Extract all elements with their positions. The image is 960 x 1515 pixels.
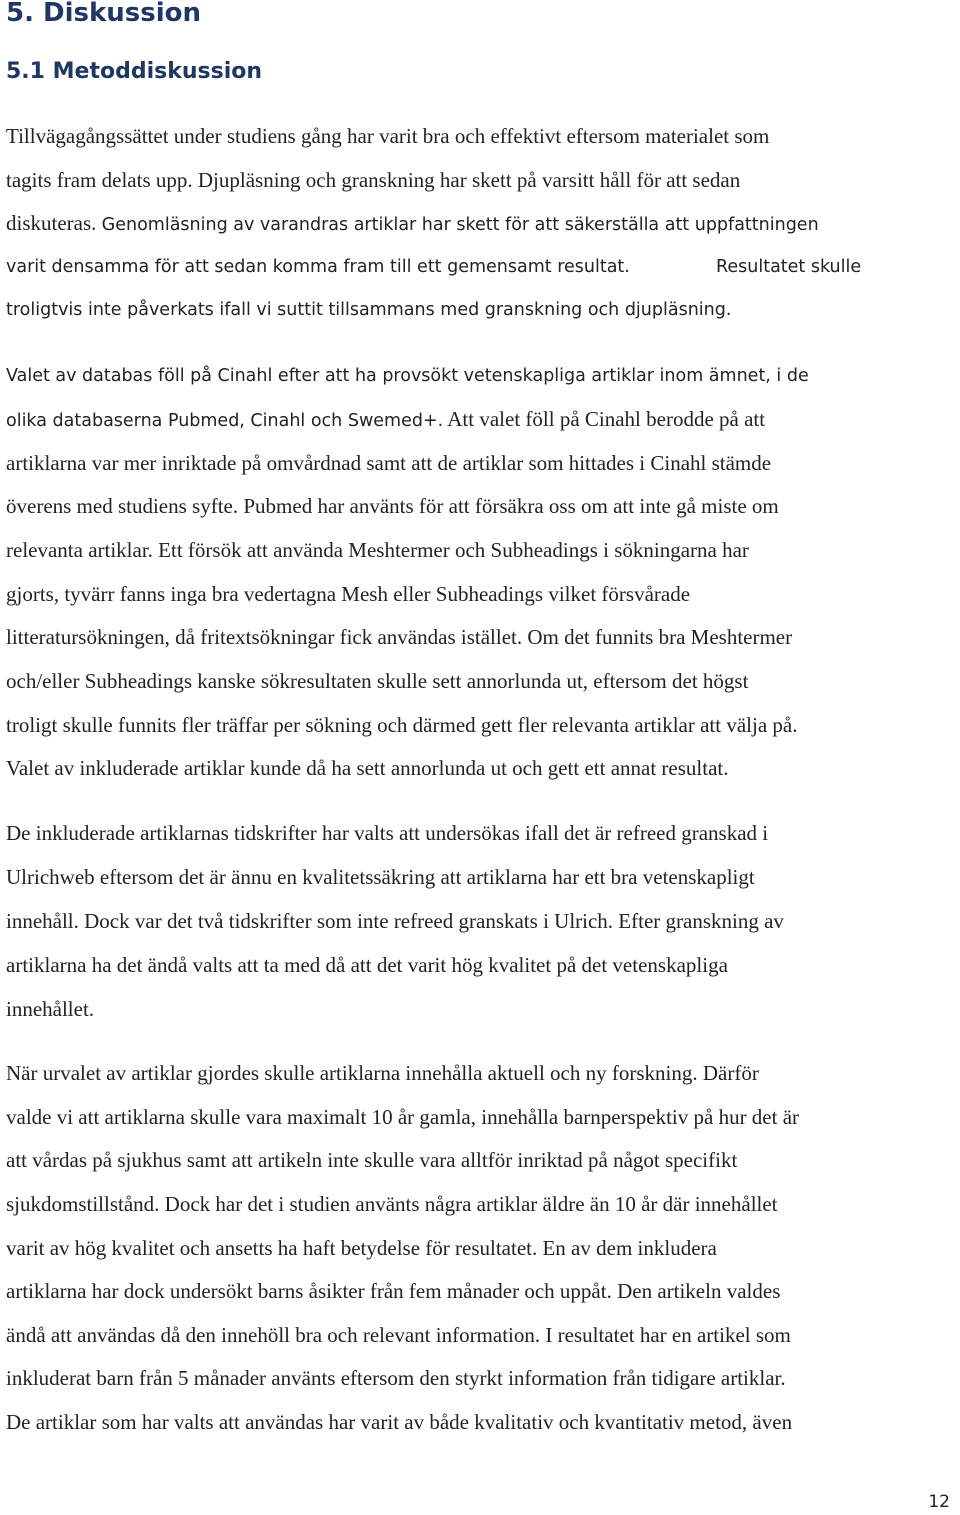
text-line: tagits fram delats upp. Djupläsning och granskning har skett på varsitt håll för att sedan <box>6 168 741 192</box>
text-line: artiklarna var mer inriktade på omvårdnad samt att de artiklar som hittades i Cinahl stämde <box>6 451 772 475</box>
text-line: När urvalet av artiklar gjordes skulle artiklarna innehålla aktuell och ny forskning. Därför <box>6 1061 759 1085</box>
chapter-heading: 5. Diskussion <box>6 0 202 28</box>
page-number: 12 <box>928 1492 950 1512</box>
text-line: Resultatet skulle <box>716 257 862 277</box>
text-line: innehåll. Dock var det två tidskrifter som inte refreed granskats i Ulrich. Efter granskning av <box>6 909 784 933</box>
text-line: diskuteras. Genomläsning av varandras artiklar har skett för att säkerställa att uppfattningen <box>6 211 819 235</box>
text-line: sjukdomstillstånd. Dock har det i studien använts några artiklar äldre än 10 år där innehållet <box>6 1192 778 1216</box>
text-line: gjorts, tyvärr fanns inga bra vedertagna Mesh eller Subheadings vilket försvårade <box>6 582 691 606</box>
section-heading: 5.1 Metoddiskussion <box>6 59 263 84</box>
text-line: litteratursökningen, då fritextsökningar fick användas istället. Om det funnits bra Meshtermer <box>6 625 793 649</box>
text-line: varit densamma för att sedan komma fram till ett gemensamt resultat. <box>6 257 630 277</box>
text-line: valde vi att artiklarna skulle vara maximalt 10 år gamla, innehålla barnperspektiv på hur det är <box>6 1105 800 1129</box>
text-line: att vårdas på sjukhus samt att artikeln inte skulle vara alltför inriktad på något specifikt <box>6 1148 738 1172</box>
text-line: relevanta artiklar. Ett försök att använda Meshtermer och Subheadings i sökningarna har <box>6 538 749 562</box>
text-line: Valet av inkluderade artiklar kunde då ha sett annorlunda ut och gett ett annat resultat. <box>6 756 729 780</box>
text-line: Tillvägagångssättet under studiens gång har varit bra och effektivt eftersom materialet som <box>6 124 770 148</box>
text-line: ändå att användas då den innehöll bra och relevant information. I resultatet har en artikel som <box>6 1323 791 1347</box>
text-line: Valet av databas föll på Cinahl efter att ha provsökt vetenskapliga artiklar inom ämnet, i de <box>6 366 809 386</box>
text-line: olika databaserna Pubmed, Cinahl och Swemed+. Att valet föll på Cinahl berodde på att <box>6 407 766 431</box>
text-line: och/eller Subheadings kanske sökresultaten skulle sett annorlunda ut, eftersom det högst <box>6 669 749 693</box>
text-line: De artiklar som har valts att användas har varit av både kvalitativ och kvantitativ metod, även <box>6 1410 793 1434</box>
text-line: överens med studiens syfte. Pubmed har använts för att försäkra oss om att inte gå miste om <box>6 494 779 518</box>
text-line: Ulrichweb eftersom det är ännu en kvalitetssäkring att artiklarna har ett bra vetenskapligt <box>6 865 755 889</box>
text-line: artiklarna ha det ändå valts att ta med då att det varit hög kvalitet på det vetenskapliga <box>6 953 728 977</box>
text-line: varit av hög kvalitet och ansetts ha haft betydelse för resultatet. En av dem inkludera <box>6 1236 717 1260</box>
text-line: artiklarna har dock undersökt barns åsikter från fem månader och uppåt. Den artikeln valdes <box>6 1279 781 1303</box>
text-line: troligtvis inte påverkats ifall vi suttit tillsammans med granskning och djupläsning. <box>6 300 732 320</box>
text-line: innehållet. <box>6 997 95 1021</box>
text-line: troligt skulle funnits fler träffar per sökning och därmed gett fler relevanta artiklar att välja på. <box>6 713 798 737</box>
text-line: De inkluderade artiklarnas tidskrifter har valts att undersökas ifall det är refreed granskad i <box>6 821 769 845</box>
text-line: inkluderat barn från 5 månader använts eftersom den styrkt information från tidigare artiklar. <box>6 1366 786 1390</box>
